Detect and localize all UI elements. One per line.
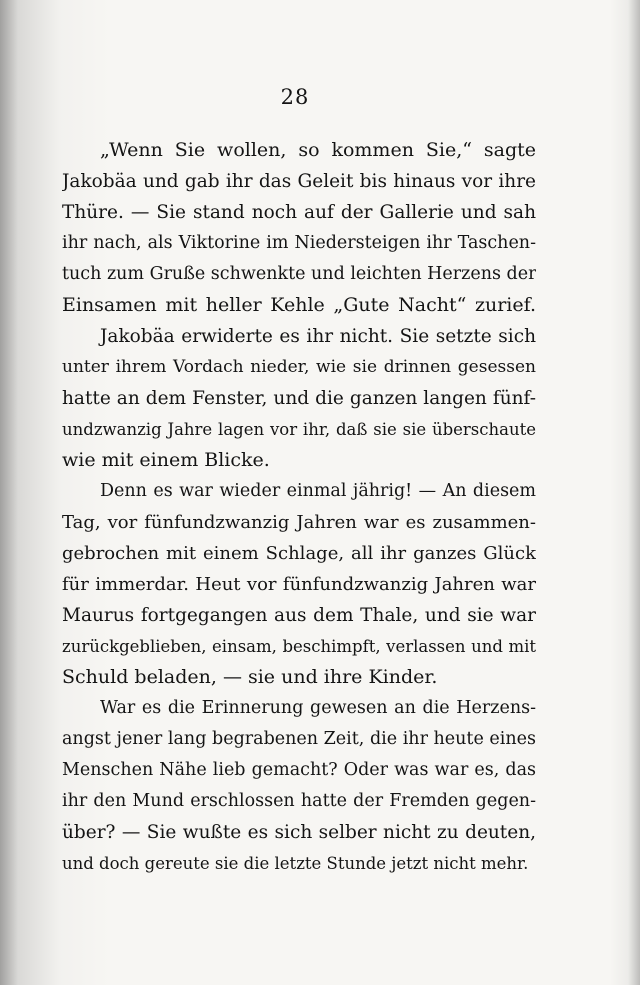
text-line: und doch gereute sie die letzte Stunde jetzt nicht mehr. bbox=[62, 854, 529, 873]
text-line: Tag, vor fünfundzwanzig Jahren war es zusammen- bbox=[62, 512, 536, 533]
body-text bbox=[62, 135, 536, 879]
text-line: ihr den Mund erschlossen hatte der Fremden gegen- bbox=[62, 791, 536, 811]
text-line: über? — Sie wußte es sich selber nicht zu deuten, bbox=[62, 822, 536, 843]
text-line: für immerdar. Heut vor fünfundzwanzig Jahren war bbox=[62, 574, 536, 595]
text-line: angst jener lang begrabenen Zeit, die ihr heute eines bbox=[62, 729, 536, 749]
text-line: Einsamen mit heller Kehle „Gute Nacht“ zurief. bbox=[62, 294, 536, 316]
text-line: Jakobäa und gab ihr das Geleit bis hinaus vor ihre bbox=[62, 171, 536, 192]
text-line: War es die Erinnerung gewesen an die Herzens- bbox=[100, 698, 536, 718]
text-line: ihr nach, als Viktorine im Niedersteigen ihr Taschen- bbox=[62, 233, 536, 253]
text-line: unter ihrem Vordach nieder, wie sie drinnen gesessen bbox=[62, 357, 536, 377]
text-line: Maurus fortgegangen aus dem Thale, und sie war bbox=[62, 605, 536, 626]
text-line: wie mit einem Blicke. bbox=[62, 449, 270, 471]
text-line: Schuld beladen, — sie und ihre Kinder. bbox=[62, 666, 438, 688]
text-line: tuch zum Gruße schwenkte und leichten Herzens der bbox=[62, 264, 536, 284]
text-line: Menschen Nähe lieb gemacht? Oder was war es, das bbox=[62, 760, 536, 780]
text-line: zurückgeblieben, einsam, beschimpft, verlassen und mit bbox=[62, 637, 536, 656]
page-number: 28 bbox=[280, 85, 310, 109]
text-line: gebrochen mit einem Schlage, all ihr ganzes Glück bbox=[62, 543, 536, 564]
text-line: undzwanzig Jahre lagen vor ihr, daß sie sie überschaute bbox=[62, 420, 536, 439]
text-line: hatte an dem Fenster, und die ganzen langen fünf- bbox=[62, 388, 536, 409]
text-line: Thüre. — Sie stand noch auf der Gallerie und sah bbox=[62, 202, 536, 223]
text-line: Jakobäa erwiderte es ihr nicht. Sie setzte sich bbox=[100, 326, 536, 347]
text-line: Denn es war wieder einmal jährig! — An diesem bbox=[100, 481, 536, 501]
text-line: „Wenn Sie wollen, so kommen Sie,“ sagte bbox=[100, 139, 536, 161]
